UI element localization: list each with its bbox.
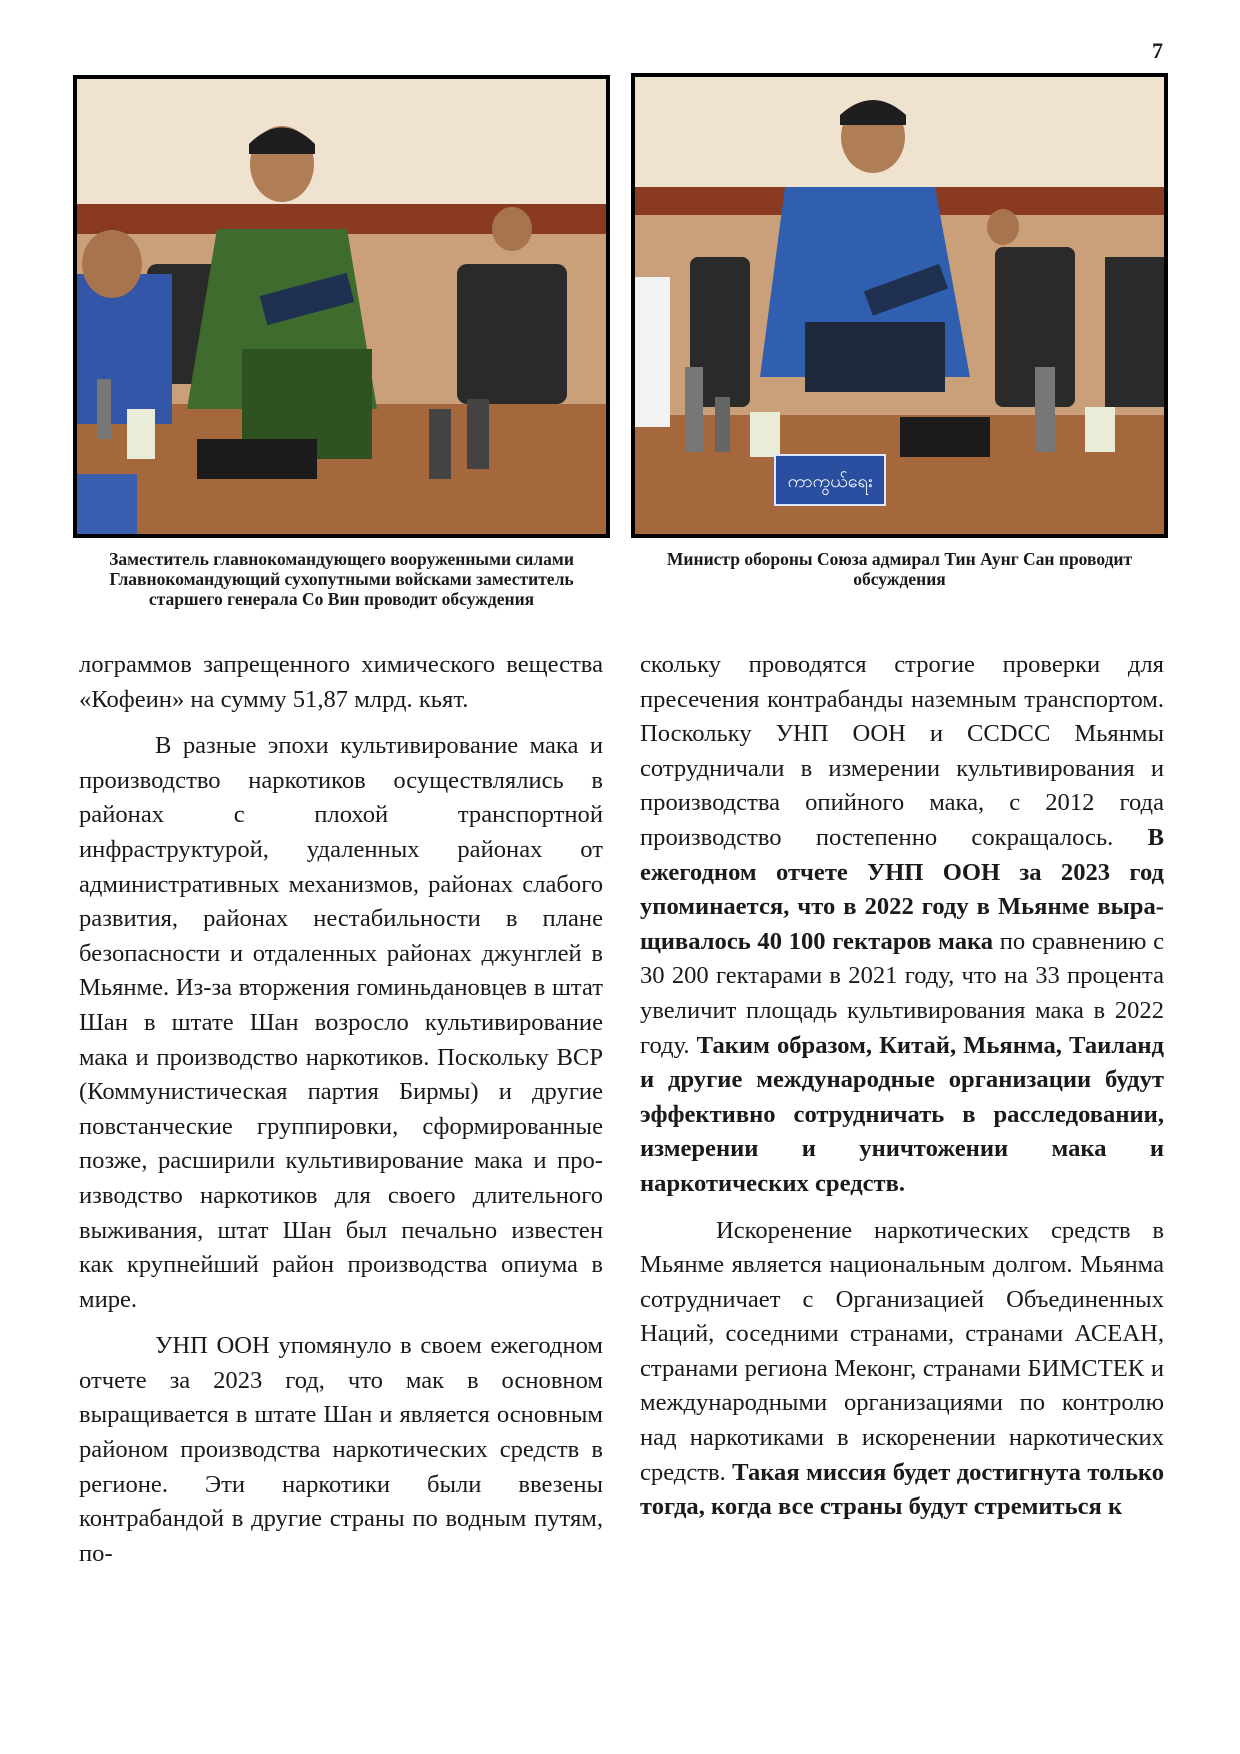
text-run: по сравнению с 30 200 гектарами в 2021 году, что на 33 процента увеличит площадь культивирования мака в 2022 году. xyxy=(640,927,1164,1059)
text-run: скольку проводятся строгие проверки для пресечения контрабанды наземным транспортом. Поскольку УНП ООН и CCDCC Мьянмы сотрудничали в измерении культивирования и производства опийного мака, с 2012 года производство постепенно сокращалось. xyxy=(640,651,1164,851)
text-run: Искоренение наркотических средств в Мьянме является национальным долгом. Мьянма сотрудничает с Организацией Объединенных Наций, соседними странами, странами АСЕАН, странами региона Меконг, странами БИМСТЕК и международными организациями по контролю над наркотиками в искоренении наркотических средств. xyxy=(640,1216,1164,1486)
photo-deputy-commander xyxy=(73,75,610,538)
bold-text-run: В ежегодном отчете УНП ООН за 2023 год упоминается, что в 2022 году в Мьянме выращивалось 40 100 гектаров мака xyxy=(640,823,1164,955)
name-placard-text: ကာကွယ်ရေး xyxy=(787,471,873,492)
photo-caption-left: Заместитель главнокомандующего вооруженными силами Главнокомандующий сухопутными войсками заместитель старшего генерала Со Вин проводит обсуждения xyxy=(109,549,574,609)
bold-text-run: Таким образом, Китай, Мьянма, Таиланд и другие международные организации будут эффективно сотрудничать в расследовании, измерении и уничтожении мака и наркотических средств. xyxy=(640,1031,1164,1197)
paragraph xyxy=(640,648,1164,1202)
meeting-photo-right xyxy=(635,77,1164,534)
photo-caption-right: Министр обороны Союза адмирал Тин Аунг Сан проводит обсуждения xyxy=(666,549,1133,589)
page-number: 7 xyxy=(1152,38,1163,63)
paragraph: В разные эпохи культивирование мака и производство наркотиков осуществлялись в районах с плохой транспортной инфраструктурой, удаленных районах от административных механизмов, районах слабого развития, районах нестабильности в плане безопасности и отдаленных районах джунглей в Мьянме. Из-за вторжения гоминьдановцев в штат Шан в штате Шан возросло культивирование мака и производство наркотиков. Поскольку BCP (Коммунистическая партия Бирмы) и другие повстанческие группировки, сформированные позже, расширили культивирование мака и производство наркотиков для своего длительного выживания, штат Шан был печально известен как крупнейший район производства опиума в мире. xyxy=(79,732,603,1313)
bold-text-run: Такая миссия будет достигнута только тогда, когда все страны будут стремиться к xyxy=(640,1458,1165,1521)
paragraph: УНП ООН упомянуло в своем ежегодном отчете за 2023 год, что мак в основном выращивается в штате Шан и является основным районом производства наркотических средств в регионе. Эти наркотики были ввезены контрабандой в другие страны по водным путям, по- xyxy=(79,1332,603,1567)
meeting-photo-left xyxy=(77,79,606,534)
text-column-right xyxy=(640,648,1164,1537)
photo-defence-minister xyxy=(631,73,1168,538)
text-column-left xyxy=(79,648,603,1583)
paragraph: лограммов запрещенного химического вещества «Кофеин» на сумму 51,87 млрд. кьят. xyxy=(79,651,603,713)
paragraph xyxy=(640,1214,1164,1525)
